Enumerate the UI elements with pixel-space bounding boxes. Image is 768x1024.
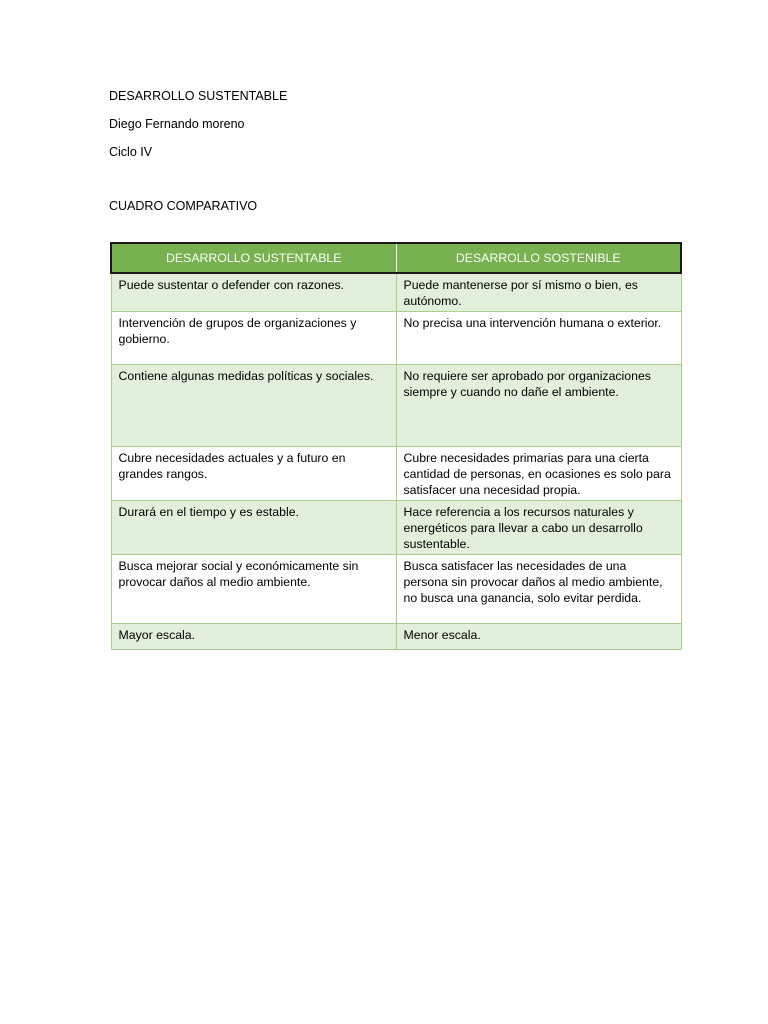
section-subtitle: CUADRO COMPARATIVO [109, 199, 258, 213]
table-row [111, 312, 681, 365]
table-header-row [111, 243, 681, 273]
cell-sostenible: No precisa una intervención humana o exterior. [396, 312, 681, 365]
cell-sustentable: Intervención de grupos de organizaciones y gobierno. [111, 312, 396, 365]
comparison-table-container [110, 242, 680, 650]
table-row [111, 447, 681, 501]
cell-sostenible: Hace referencia a los recursos naturales y energéticos para llevar a cabo un desarrollo sustentable. [396, 501, 681, 555]
header-sustentable: DESARROLLO SUSTENTABLE [111, 243, 396, 273]
cell-sostenible: Puede mantenerse por sí mismo o bien, es autónomo. [396, 273, 681, 312]
cell-sostenible: No requiere ser aprobado por organizaciones siempre y cuando no dañe el ambiente. [396, 365, 681, 447]
cell-sustentable: Puede sustentar o defender con razones. [111, 273, 396, 312]
author-name: Diego Fernando moreno [109, 117, 245, 131]
table-row [111, 555, 681, 624]
document-title: DESARROLLO SUSTENTABLE [109, 89, 288, 103]
cell-sustentable: Busca mejorar social y económicamente sin provocar daños al medio ambiente. [111, 555, 396, 624]
cell-sustentable: Mayor escala. [111, 624, 396, 650]
cell-sostenible: Menor escala. [396, 624, 681, 650]
cycle-label: Ciclo IV [109, 145, 153, 159]
cell-sostenible: Busca satisfacer las necesidades de una persona sin provocar daños al medio ambiente, no busca una ganancia, solo evitar perdida. [396, 555, 681, 624]
cell-sustentable: Cubre necesidades actuales y a futuro en grandes rangos. [111, 447, 396, 501]
header-sostenible: DESARROLLO SOSTENIBLE [396, 243, 681, 273]
table-row [111, 624, 681, 650]
cell-sustentable: Durará en el tiempo y es estable. [111, 501, 396, 555]
comparison-table [110, 242, 682, 650]
table-row [111, 273, 681, 312]
cell-sustentable: Contiene algunas medidas políticas y sociales. [111, 365, 396, 447]
table-row [111, 501, 681, 555]
table-row [111, 365, 681, 447]
cell-sostenible: Cubre necesidades primarias para una cierta cantidad de personas, en ocasiones es solo para satisfacer una necesidad propia. [396, 447, 681, 501]
